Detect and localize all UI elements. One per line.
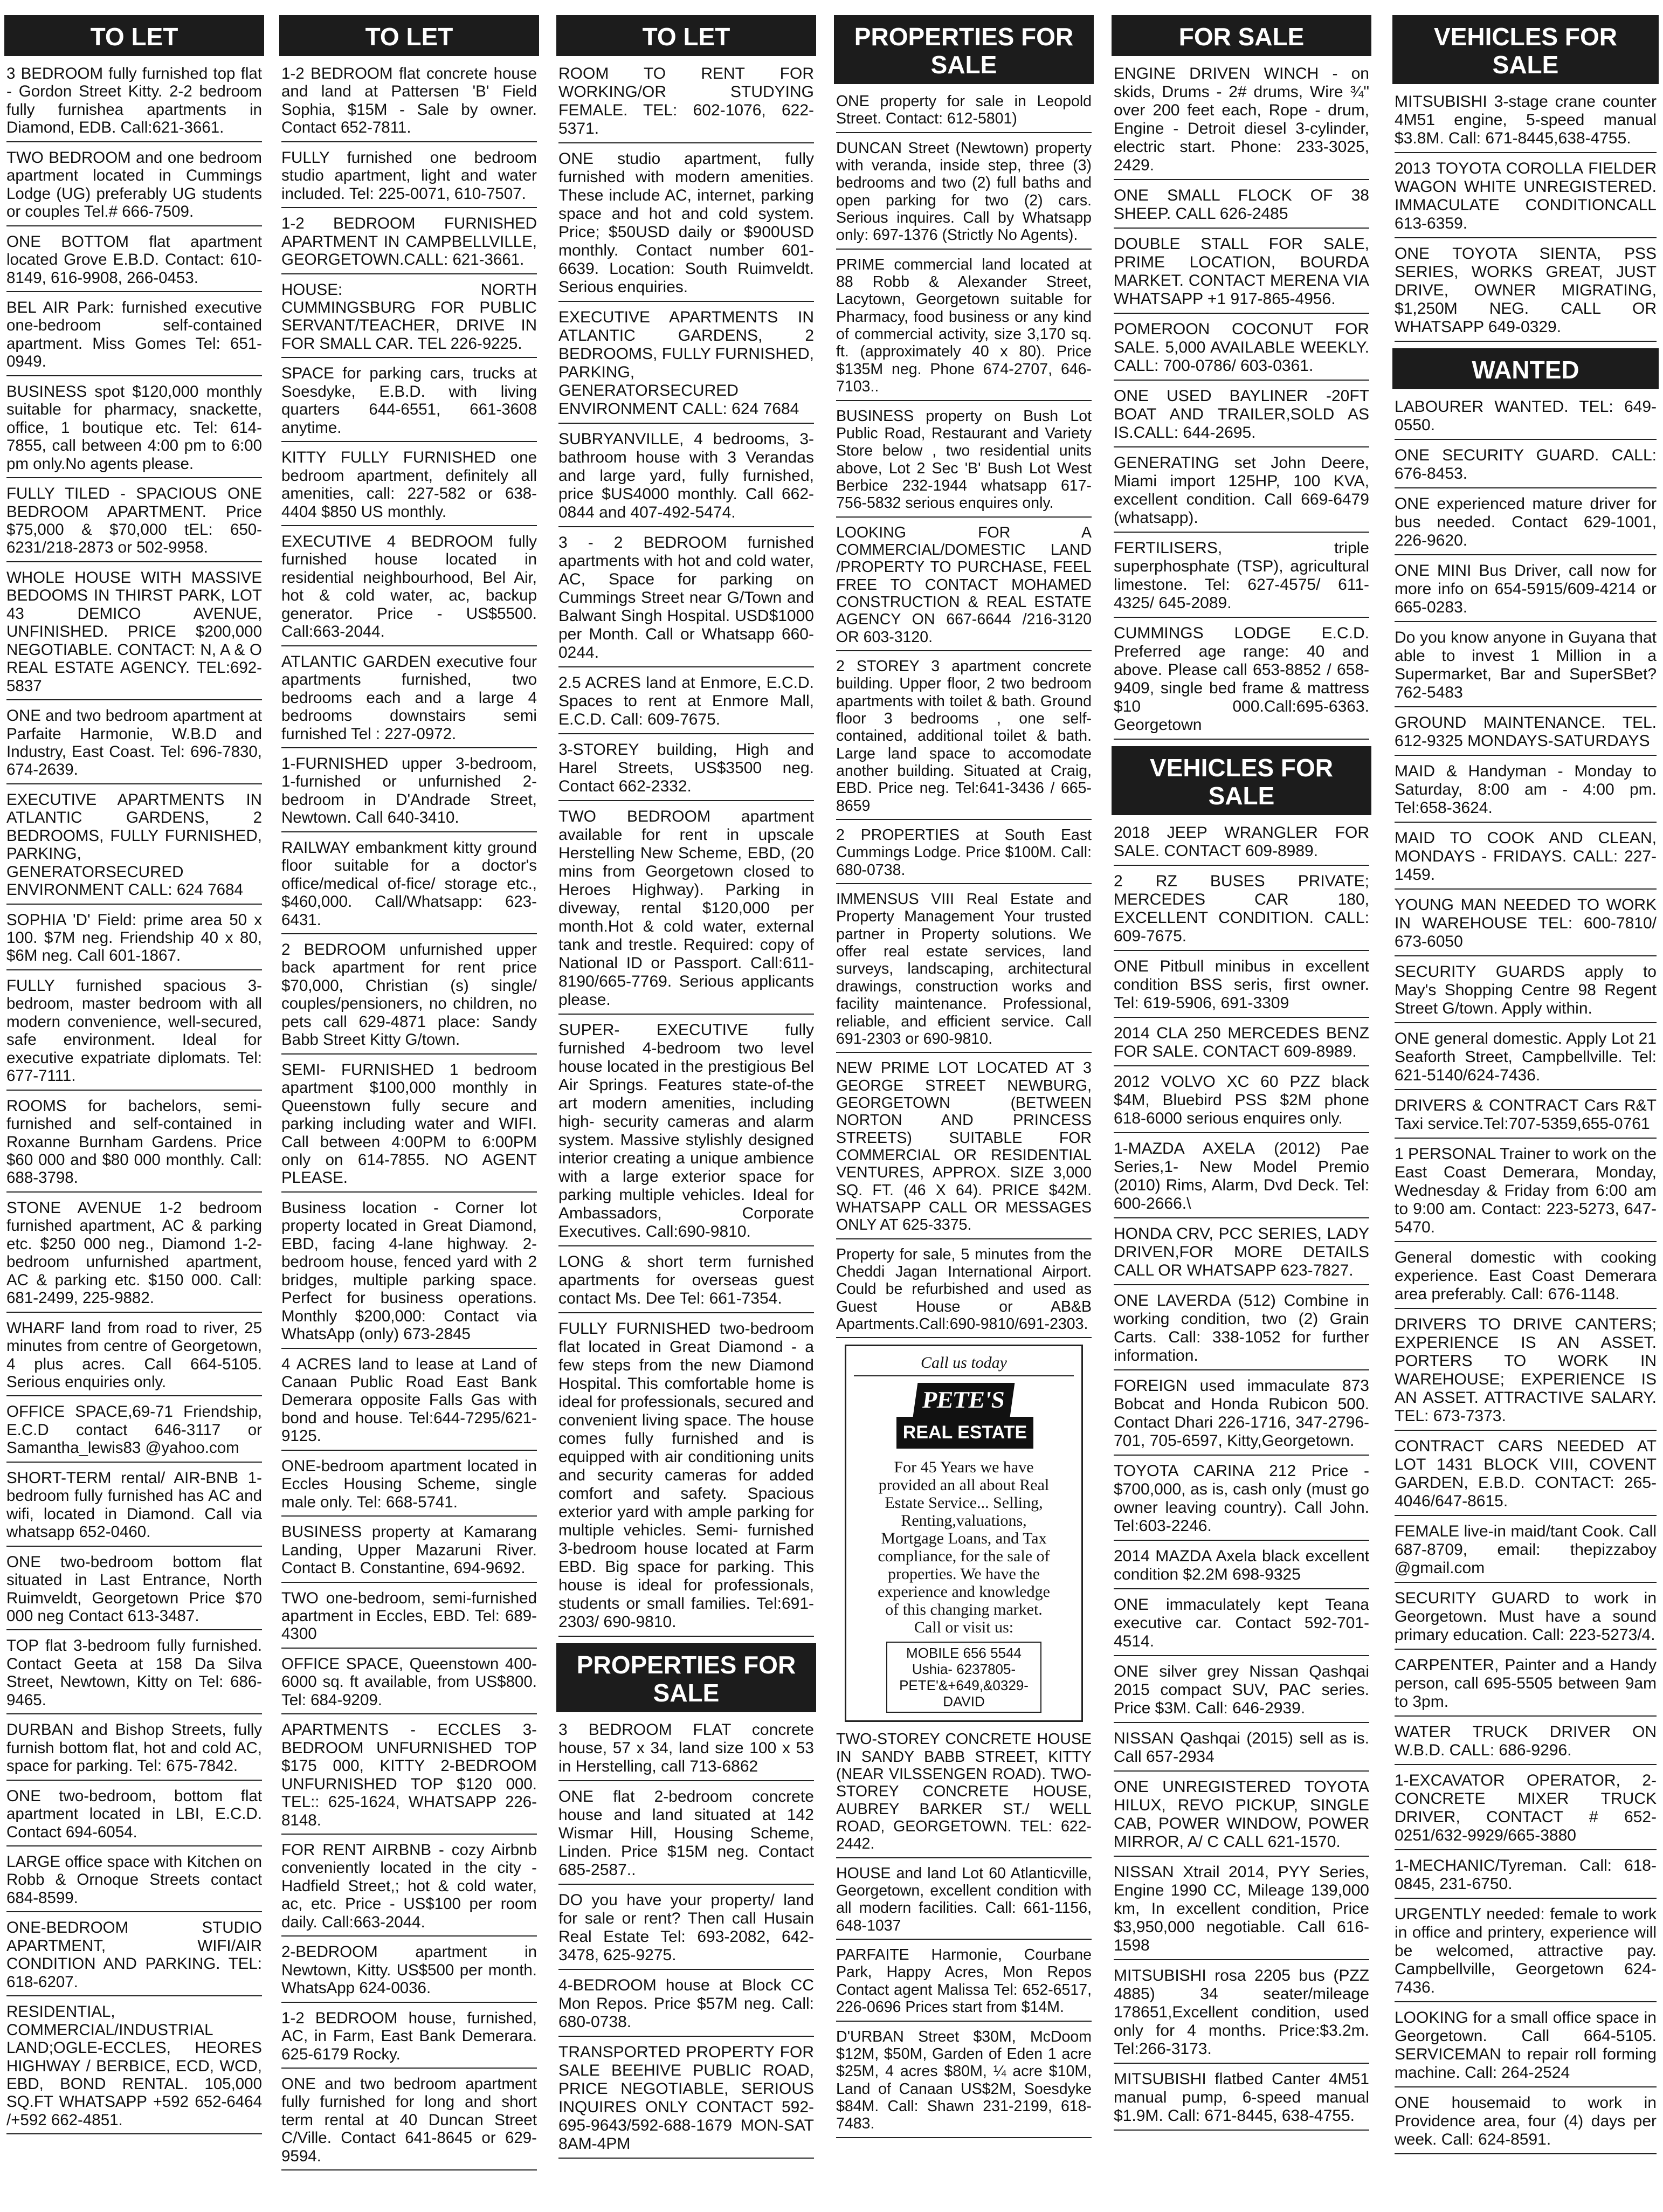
classified-ad: 3 - 2 BEDROOM furnished apartments with hot and cold water, AC, Space for parking on Cummings Street near G/Town and Balwant Singh Hospital. USD$1000 per Month. Call or Whatsapp 660-0244. <box>558 534 814 667</box>
classified-ad: DOUBLE STALL FOR SALE, PRIME LOCATION, BOURDA MARKET. CONTACT MERENA VIA WHATSAPP +1 917-865-4956. <box>1114 235 1369 314</box>
classified-ad: 1-2 BEDROOM flat concrete house and land at Pattersen 'B' Field Sophia, $15M - Sale by owner. Contact 652-7811. <box>281 65 537 142</box>
classified-ad: IMMENSUS VIII Real Estate and Property Management Your trusted partner in Property solutions. We offer real estate services, land surveys, landscaping, architectural drawings, construction works and facility maintenance. Professional, reliable, and efficient service. Call 691-2303 or 690-9810. <box>836 891 1092 1053</box>
classified-ad: LOOKING for a small office space in Georgetown. Call 664-5105. SERVICEMAN to repair roll forming machine. Call: 264-2524 <box>1395 2009 1657 2087</box>
classified-ad: BUSINESS property at Kamarang Landing, Upper Mazaruni River. Contact B. Constantine, 694-9692. <box>281 1523 537 1582</box>
classified-ad: 1-EXCAVATOR OPERATOR, 2- CONCRETE MIXER TRUCK DRIVER, CONTACT # 652-0251/632-9929/665-3880 <box>1395 1772 1657 1850</box>
classified-ad: MITSUBISHI 3-stage crane counter 4M51 engine, 5-speed manual $3.8M. Call: 671-8445,638-4755. <box>1395 93 1657 153</box>
classified-ad: RAILWAY embankment kitty ground floor suitable for a doctor's office/medical of-fice/ storage etc., $460,000. Call/Whatsapp: 623-6431. <box>281 839 537 934</box>
classified-ad: HOUSE: NORTH CUMMINGSBURG FOR PUBLIC SERVANT/TEACHER, DRIVE IN FOR SMALL CAR. TEL 226-9225. <box>281 281 537 359</box>
classified-ad: 2013 TOYOTA COROLLA FIELDER WAGON WHITE UNREGISTERED. IMMACULATE CONDITIONCALL 613-6359. <box>1395 160 1657 238</box>
section-header: TO LET <box>556 15 816 56</box>
classified-ad: BUSINESS property on Bush Lot Public Road, Restaurant and Variety Store below , two residential units above, Lot 2 Sec 'B' Bush Lot West Berbice 232-1944 whatsapp 617-756-5832 serious enquires only. <box>836 408 1092 518</box>
classified-ad: MITSUBISHI rosa 2205 bus (PZZ 4885) 34 seater/mileage 178651,Excellent condition, used only for 4 months. Price:$3.2m. Tel:266-3173. <box>1114 1967 1369 2064</box>
classified-ad: NEW PRIME LOT LOCATED AT 3 GEORGE STREET NEWBURG, GEORGETOWN (BETWEEN NORTON AND PRINCESS STREETS) SUITABLE FOR COMMERCIAL OR RESIDENTIAL VENTURES, APPROX. SIZE 3,000 SQ. FT. (46 X 64). PRICE $42M. WHATSAPP CALL OR MESSAGES ONLY AT 625-3375. <box>836 1059 1092 1239</box>
classified-ad: 2012 VOLVO XC 60 PZZ black $4M, Bluebird PSS $2M phone 618-6000 serious enquires only. <box>1114 1073 1369 1133</box>
classified-column <box>279 15 539 2204</box>
classified-ad: ONE two-bedroom bottom flat situated in Last Entrance, North Ruimveldt, Georgetown Price $70 000 neg Contact 613-3487. <box>6 1553 262 1631</box>
classified-ad: SPACE for parking cars, trucks at Soesdyke, E.B.D. with living quarters 644-6551, 661-3608 anytime. <box>281 364 537 442</box>
classified-ad: ROOM TO RENT FOR WORKING/OR STUDYING FEMALE. TEL: 602-1076, 622-5371. <box>558 65 814 143</box>
section-header: TO LET <box>4 15 264 56</box>
classified-ad: DRIVERS TO DRIVE CANTERS; EXPERIENCE IS AN ASSET. PORTERS TO WORK IN WAREHOUSE; EXPERIENCE IS AN ASSET. ATTRACTIVE SALARY. TEL: 673-7373. <box>1395 1315 1657 1431</box>
classified-column <box>834 15 1094 2204</box>
section-header: VEHICLES FOR SALE <box>1112 746 1371 815</box>
section-header: PROPERTIES FOR SALE <box>834 15 1094 84</box>
classified-ad: TWO BEDROOM apartment available for rent in upscale Herstelling New Scheme, EBD, (20 mins from Georgetown closed to Heroes Highway). Parking in diveway, rental $120,000 per month.Hot & cold water, external tank and trestle. Required: copy of National ID or Passport. Call:611-8190/665-7769. Serious applicants please. <box>558 808 814 1015</box>
classified-ad: LONG & short term furnished apartments for overseas guest contact Ms. Dee Tel: 661-7354. <box>558 1253 814 1313</box>
classified-ad: KITTY FULLY FURNISHED one bedroom apartment, definitely all amenities, call: 227-582 or 638-4404 $850 US monthly. <box>281 449 537 526</box>
classified-ad: TWO BEDROOM and one bedroom apartment located in Cummings Lodge (UG) preferably UG students or couples Tel.# 666-7509. <box>6 149 262 226</box>
classified-ad: FULLY FURNISHED two-bedroom flat located in Great Diamond - a few steps from the new Diamond Hospital. This comfortable home is ideal for professionals, secured and convenient living space. The house comes fully furnished and is equipped with air conditioning units and security cameras for added comfort and safety. Spacious exterior yard with ample parking for multiple vehicles. Semi- furnished 3-bedroom house located at Farm EBD. Big space for parking. This house is ideal for professionals, students or small families. Tel:691-2303/ 690-9810. <box>558 1320 814 1637</box>
classified-ad: ONE and two bedroom apartment fully furnished for long and short term rental at 40 Duncan Street C/Ville. Contact 641-8645 or 629-9594. <box>281 2075 537 2170</box>
classified-ad: ONE and two bedroom apartment at Parfaite Harmonie, W.B.D and Industry, East Coast. Tel: 696-7830, 674-2639. <box>6 707 262 784</box>
classified-ad: 1-MAZDA AXELA (2012) Pae Series,1- New Model Premio (2010) Rims, Alarm, Dvd Deck. Tel: 600-2666.\ <box>1114 1140 1369 1218</box>
classified-ad: ATLANTIC GARDEN executive four apartments furnished, two bedrooms each and a large 4 bedrooms downstairs semi furnished Tel : 227-0972. <box>281 653 537 748</box>
classified-ad: D'URBAN Street $30M, McDoom $12M, $50M, Garden of Eden 1 acre $25M, 4 acres $80M, ¼ acre $10M, Land of Canaan US$2M, Soesdyke $84M. Call: Shawn 231-2199, 618-7483. <box>836 2028 1092 2138</box>
classified-ad: ONE two-bedroom, bottom flat apartment located in LBI, E.C.D. Contact 694-6054. <box>6 1787 262 1846</box>
classified-ad: MAID & Handyman - Monday to Saturday, 8:00 am - 4:00 pm. Tel:658-3624. <box>1395 762 1657 823</box>
classified-ad: SECURITY GUARD to work in Georgetown. Must have a sound primary education. Call: 223-5273/4. <box>1395 1589 1657 1650</box>
classified-ad: WHOLE HOUSE WITH MASSIVE BEDOOMS IN THIRST PARK, LOT 43 DEMICO AVENUE, UNFINISHED. PRICE $200,000 NEGOTIABLE. CONTACT: N, A & O REAL ESTATE AGENCY. TEL:692-5837 <box>6 569 262 700</box>
classified-ad: 1-2 BEDROOM house, furnished, AC, in Farm, East Bank Demerara. 625-6179 Rocky. <box>281 2009 537 2069</box>
classified-ad: YOUNG MAN NEEDED TO WORK IN WAREHOUSE TEL: 600-7810/ 673-6050 <box>1395 896 1657 956</box>
classified-ad: EXECUTIVE APARTMENTS IN ATLANTIC GARDENS, 2 BEDROOMS, FULLY FURNISHED, PARKING, GENERATORSECURED ENVIRONMENT CALL: 624 7684 <box>558 308 814 424</box>
classified-ad: PARFAITE Harmonie, Courbane Park, Happy Acres, Mon Repos Contact agent Malissa Tel: 652-6517, 226-0696 Prices start from $14M. <box>836 1946 1092 2021</box>
classified-ad: URGENTLY needed: female to work in office and printery, experience will be welcomed, attractive pay. Campbellville, Georgetown 624-7436. <box>1395 1905 1657 2002</box>
section-header: FOR SALE <box>1112 15 1371 56</box>
classified-ad: 2 BEDROOM unfurnished upper back apartment for rent price $70,000, Christian (s) single/ couples/pensioners, no children, no pets call 629-4871 place: Sandy Babb Street Kitty G/town. <box>281 941 537 1055</box>
classified-ad: 4 ACRES land to lease at Land of Canaan Public Road East Bank Demerara opposite Falls Gas with bond and house. Tel:644-7295/621-9125. <box>281 1355 537 1451</box>
classified-column <box>556 15 816 2204</box>
classified-ad: ONE housemaid to work in Providence area, four (4) days per week. Call: 624-8591. <box>1395 2094 1657 2154</box>
classified-ad: STONE AVENUE 1-2 bedroom furnished apartment, AC & parking etc. $250 000 neg., Diamond 1-2-bedroom unfurnished apartment, AC & parking etc. $150 000. Call: 681-2499, 225-9882. <box>6 1199 262 1313</box>
classified-ad: WATER TRUCK DRIVER ON W.B.D. CALL: 686-9296. <box>1395 1723 1657 1765</box>
classified-ad: TRANSPORTED PROPERTY FOR SALE BEEHIVE PUBLIC ROAD, PRICE NEGOTIABLE, SERIOUS INQUIRES ONLY CONTACT 592-695-9643/592-688-1679 MON-SAT 8AM-4PM <box>558 2043 814 2159</box>
classified-ad: POMEROON COCONUT FOR SALE. 5,000 AVAILABLE WEEKLY. CALL: 700-0786/ 603-0361. <box>1114 320 1369 381</box>
classified-ad: WHARF land from road to river, 25 minutes from centre of Georgetown, 4 plus acres. Call 664-5105. Serious enquiries only. <box>6 1319 262 1397</box>
classified-ad: ONE SMALL FLOCK OF 38 SHEEP. CALL 626-2485 <box>1114 187 1369 229</box>
classified-ad: SOPHIA 'D' Field: prime area 50 x 100. $7M neg. Friendship 40 x 80, $6M neg. Call 601-1867. <box>6 911 262 970</box>
classified-ad: LOOKING FOR A COMMERCIAL/DOMESTIC LAND /PROPERTY TO PURCHASE, FEEL FREE TO CONTACT MOHAMED CONSTRUCTION & REAL ESTATE AGENCY ON 667-6644 /216-3120 OR 603-3120. <box>836 524 1092 651</box>
classified-ad: General domestic with cooking experience. East Coast Demerara area preferably. Call: 676-1148. <box>1395 1249 1657 1309</box>
classified-ad: ROOMS for bachelors, semi-furnished and self-contained in Roxanne Burnham Gardens. Price $60 000 and $80 000 monthly. Call: 688-3798. <box>6 1097 262 1193</box>
classified-ad: DO you have your property/ land for sale or rent? Then call Husain Real Estate Tel: 693-2082, 642-3478, 625-9275. <box>558 1891 814 1970</box>
classified-ad: ONE Pitbull minibus in excellent condition BSS seris, first owner. Tel: 619-5906, 691-3309 <box>1114 957 1369 1018</box>
classified-ad: 2 PROPERTIES at South East Cummings Lodge. Price $100M. Call: 680-0738. <box>836 826 1092 884</box>
call-us-today-label: Call us today <box>854 1354 1074 1376</box>
classified-column <box>4 15 264 2204</box>
classified-ad: 1-FURNISHED upper 3-bedroom, 1-furnished or unfurnished 2-bedroom in D'Andrade Street, Newtown. Call 640-3410. <box>281 755 537 832</box>
classified-ad: GENERATING set John Deere, Miami import 125HP, 100 KVA, excellent condition. Call 669-6479 (whatsapp). <box>1114 454 1369 533</box>
classified-ad: TOYOTA CARINA 212 Price - $700,000, as is, cash only (must go owner leaving country). Call John. Tel:603-2246. <box>1114 1462 1369 1541</box>
classified-ad: ONE silver grey Nissan Qashqai 2015 compact SUV, PAC series. Price $3M. Call: 646-2939. <box>1114 1663 1369 1723</box>
classified-ad: EXECUTIVE 4 BEDROOM fully furnished house located in residential neighbourhood, Bel Air, hot & cold water, ac, backup generator. Price - US$5500. Call:663-2044. <box>281 533 537 646</box>
section-header: VEHICLES FOR SALE <box>1392 15 1659 84</box>
classified-ad: ONE LAVERDA (512) Combine in working condition, two (2) Grain Carts. Call: 338-1052 for further information. <box>1114 1292 1369 1370</box>
classified-ad: ONE MINI Bus Driver, call now for more info on 654-5915/609-4214 or 665-0283. <box>1395 562 1657 622</box>
classified-column <box>1112 15 1371 2204</box>
classified-ad: NISSAN Xtrail 2014, PYY Series, Engine 1990 CC, Mileage 139,000 km, In excellent condition, Price $3,950,000 negotiable. Call 616-1598 <box>1114 1863 1369 1960</box>
classified-ad: BEL AIR Park: furnished executive one-bedroom self-contained apartment. Miss Gomes Tel: 651-0949. <box>6 299 262 376</box>
logo-ad-contact: MOBILE 656 5544 Ushia- 6237805- PETE'&+649,&0329-DAVID <box>886 1642 1041 1713</box>
classified-ad: CUMMINGS LODGE E.C.D. Preferred age range: 40 and above. Please call 653-8852 / 658-9409, single bed frame & mattress $10 000.Call:695-6363. Georgetown <box>1114 624 1369 740</box>
section-header: TO LET <box>279 15 539 56</box>
classified-ad: ONE SECURITY GUARD. CALL: 676-8453. <box>1395 446 1657 488</box>
classified-ad: HOUSE and land Lot 60 Atlanticville, Georgetown, excellent condition with all modern facilities. Call: 661-1156, 648-1037 <box>836 1865 1092 1940</box>
classified-ad: BUSINESS spot $120,000 monthly suitable for pharmacy, snackette, office, 1 boutique etc. Tel: 614-7855, call between 4:00 pm to 6:00 pm only.No agents please. <box>6 383 262 478</box>
classified-ad: Do you know anyone in Guyana that able to invest 1 Million in a Supermarket, Bar and SuperSBet? 762-5483 <box>1395 629 1657 707</box>
classified-ad: LABOURER WANTED. TEL: 649-0550. <box>1395 398 1657 440</box>
classified-ad: EXECUTIVE APARTMENTS IN ATLANTIC GARDENS, 2 BEDROOMS, FULLY FURNISHED, PARKING, GENERATORSECURED ENVIRONMENT CALL: 624 7684 <box>6 791 262 905</box>
classified-ad: MITSUBISHI flatbed Canter 4M51 manual pump, 6-speed manual $1.9M. Call: 671-8445, 638-4755. <box>1114 2070 1369 2131</box>
classified-ad: LARGE office space with Kitchen on Robb & Ornoque Streets contact 684-8599. <box>6 1853 262 1912</box>
classified-ad: 2014 CLA 250 MERCEDES BENZ FOR SALE. CONTACT 609-8989. <box>1114 1024 1369 1066</box>
classified-ad: 2018 JEEP WRANGLER FOR SALE. CONTACT 609-8989. <box>1114 824 1369 866</box>
classified-ad: DUNCAN Street (Newtown) property with veranda, inside step, three (3) bedrooms and two (2) full baths and open parking for two (2) cars. Serious inquires. Call by Whatsapp only: 697-1376 (Strictly No Agents). <box>836 140 1092 250</box>
classified-ad: FEMALE live-in maid/tant Cook. Call 687-8709, email: thepizzaboy @gmail.com <box>1395 1522 1657 1583</box>
classified-column <box>1392 15 1659 2204</box>
classified-ad: CONTRACT CARS NEEDED AT LOT 1431 BLOCK VIII, COVENT GARDEN, E.B.D. CONTACT: 265-4046/647-8615. <box>1395 1437 1657 1516</box>
classified-ad: 3 BEDROOM FLAT concrete house, 57 x 34, land size 100 x 53 in Herstelling, call 713-6862 <box>558 1721 814 1781</box>
classified-ad: 2.5 ACRES land at Enmore, E.C.D. Spaces to rent at Enmore Mall, E.C.D. Call: 609-7675. <box>558 674 814 734</box>
classified-ad: TOP flat 3-bedroom fully furnished. Contact Geeta at 158 Da Silva Street, Newtown, Kitty on Tel: 686-9465. <box>6 1637 262 1714</box>
classified-ad: HONDA CRV, PCC SERIES, LADY DRIVEN,FOR MORE DETAILS CALL OR WHATSAPP 623-7827. <box>1114 1225 1369 1285</box>
classified-ad: SECURITY GUARDS apply to May's Shopping Centre 98 Regent Street G/town. Apply within. <box>1395 963 1657 1023</box>
classified-ad: ONE experienced mature driver for bus needed. Contact 629-1001, 226-9620. <box>1395 495 1657 555</box>
classified-ad: FULLY furnished one bedroom studio apartment, light and water included. Tel: 225-0071, 610-7507. <box>281 149 537 208</box>
classified-ad: ONE TOYOTA SIENTA, PSS SERIES, WORKS GREAT, JUST DRIVE, OWNER MIGRATING, $1,250M NEG. CALL OR WHATSAPP 649-0329. <box>1395 245 1657 342</box>
classified-ad: FULLY furnished spacious 3-bedroom, master bedroom with all modern convenience, well-secured, safe environment. Ideal for executive expatriate diplomats. Tel: 677-7111. <box>6 977 262 1091</box>
classified-ad: CARPENTER, Painter and a Handy person, call 695-5505 between 9am to 3pm. <box>1395 1656 1657 1717</box>
logo-brand-subtitle: REAL ESTATE <box>896 1417 1033 1449</box>
classified-ad: 2014 MAZDA Axela black excellent condition $2.2M 698-9325 <box>1114 1547 1369 1589</box>
classified-ad: ONE studio apartment, fully furnished with modern amenities. These include AC, internet, parking space and hot and cold system. Price; $50USD daily or $900USD monthly. Contact number 601-6639. Location: South Ruimveldt. Serious enquiries. <box>558 150 814 302</box>
classified-ad: ONE UNREGISTERED TOYOTA HILUX, REVO PICKUP, SINGLE CAB, POWER WINDOW, POWER MIRROR, A/ C CALL 621-1570. <box>1114 1778 1369 1857</box>
classified-ad: SEMI- FURNISHED 1 bedroom apartment $100,000 monthly in Queenstown fully secure and parking including water and WIFI. Call between 4:00PM to 6:00PM only on 614-7855. NO AGENT PLEASE. <box>281 1061 537 1193</box>
classified-ad: 2-BEDROOM apartment in Newtown, Kitty. US$500 per month. WhatsApp 624-0036. <box>281 1943 537 2002</box>
classified-ad: FOREIGN used immaculate 873 Bobcat and Honda Rubicon 500. Contact Dhari 226-1716, 347-2796-701, 705-6597, Kitty,Georgetown. <box>1114 1377 1369 1456</box>
classified-ad: 1-MECHANIC/Tyreman. Call: 618-0845, 231-6750. <box>1395 1857 1657 1899</box>
classified-ad: FOR RENT AIRBNB - cozy Airbnb conveniently located in the city - Hadfield Street,; hot & cold water, ac, etc. Price - US$100 per room daily. Call:663-2044. <box>281 1841 537 1937</box>
classified-ad: 1-2 BEDROOM FURNISHED APARTMENT IN CAMPBELLVILLE, GEORGETOWN.CALL: 621-3661. <box>281 215 537 274</box>
classified-ad: Business location - Corner lot property located in Great Diamond, EBD, facing 4-lane highway. 2-bedroom house, fenced yard with 2 bridges, multiple parking space. Perfect for business operations. Monthly $200,000: Contact via WhatsApp (only) 673-2845 <box>281 1199 537 1349</box>
classified-ad: SHORT-TERM rental/ AIR-BNB 1-bedroom fully furnished has AC and wifi, located in Diamond. Call via whatsapp 652-0460. <box>6 1469 262 1547</box>
classified-ad: FERTILISERS, triple superphosphate (TSP), agricultural limestone. Tel: 627-4575/ 611-4325/ 645-2089. <box>1114 539 1369 618</box>
petes-real-estate-ad <box>845 1345 1083 1722</box>
classified-ad: PRIME commercial land located at 88 Robb & Alexander Street, Lacytown, Georgetown suitable for Pharmacy, food business or any kind of commercial activity, size 3,170 sq. ft. (approximately 40 x 80). Price $135M neg. Phone 674-2707, 646-7103.. <box>836 256 1092 401</box>
classified-ad: SUPER- EXECUTIVE fully furnished 4-bedroom two level house located in the prestigious Bel Air Springs. Features state-of-the art modern amenities, including high- security cameras and alarm system. Massive stylishly designed interior creating a unique ambience with a large exterior space for parking multiple vehicles. Ideal for Ambassadors, Corporate Executives. Call:690-9810. <box>558 1021 814 1246</box>
classified-ad: 2 RZ BUSES PRIVATE; MERCEDES CAR 180, EXCELLENT CONDITION. CALL: 609-7675. <box>1114 872 1369 951</box>
classified-ad: 3 BEDROOM fully furnished top flat - Gordon Street Kitty. 2-2 bedroom fully furnishea apartments in Diamond, EDB. Call:621-3661. <box>6 65 262 142</box>
classified-ad: ONE BOTTOM flat apartment located Grove E.B.D. Contact: 610-8149, 616-9908, 266-0453. <box>6 233 262 292</box>
classified-ad: 2 STOREY 3 apartment concrete building. Upper floor, 2 two bedroom apartments with toilet & bath. Ground floor 3 bedrooms , one self-contained, additional toilet & bath. Large land space to accomodate another building. Situated at Craig, EBD. Price neg. Tel:641-3436 / 665-8659 <box>836 658 1092 820</box>
classified-ad: ONE general domestic. Apply Lot 21 Seaforth Street, Campbellville. Tel: 621-5140/624-7436. <box>1395 1030 1657 1090</box>
classified-ad: ONE USED BAYLINER -20FT BOAT AND TRAILER,SOLD AS IS.CALL: 644-2695. <box>1114 387 1369 447</box>
classified-ad: SUBRYANVILLE, 4 bedrooms, 3-bathroom house with 3 Verandas and large yard, fully furnished, price $US4000 monthly. Call 662-0844 and 407-492-5474. <box>558 430 814 527</box>
classified-ad: 3-STOREY building, High and Harel Streets, US$3500 neg. Contact 662-2332. <box>558 741 814 801</box>
classified-ad: GROUND MAINTENANCE. TEL. 612-9325 MONDAYS-SATURDAYS <box>1395 714 1657 756</box>
classified-ad: 1 PERSONAL Trainer to work on the East Coast Demerara, Monday, Wednesday & Friday from 6:00 am to 9:00 am. Contact: 223-5273, 647-5470. <box>1395 1145 1657 1242</box>
classified-ad: 4-BEDROOM house at Block CC Mon Repos. Price $57M neg. Call: 680-0738. <box>558 1976 814 2037</box>
classified-ad: OFFICE SPACE, Queenstown 400-6000 sq. ft available, from US$800. Tel: 684-9209. <box>281 1655 537 1714</box>
section-header: WANTED <box>1392 348 1659 389</box>
classified-ad: ENGINE DRIVEN WINCH - on skids, Drums - 2# drums, Wire ¾" over 200 feet each, Rope - drum, Engine - Detroit diesel 3-cylinder, electric start. Phone: 233-3025, 2429. <box>1114 65 1369 180</box>
classified-ad: TWO one-bedroom, semi-furnished apartment in Eccles, EBD. Tel: 689-4300 <box>281 1589 537 1649</box>
classified-ad: APARTMENTS - ECCLES 3-BEDROOM UNFURNISHED TOP $175 000, KITTY 2-BEDROOM UNFURNISHED TOP $120 000. TEL:: 625-1624, WHATSAPP 226-8148. <box>281 1721 537 1835</box>
classified-ad: ONE property for sale in Leopold Street. Contact: 612-5801) <box>836 93 1092 133</box>
classified-ad: OFFICE SPACE,69-71 Friendship, E.C.D contact 646-3117 or Samantha_lewis83 @yahoo.com <box>6 1403 262 1462</box>
classified-ad: TWO-STOREY CONCRETE HOUSE IN SANDY BABB STREET, KITTY (NEAR VILSSENGEN ROAD). TWO-STOREY CONCRETE HOUSE, AUBREY BARKER ST./ WELL ROAD, GEORGETOWN. TEL: 622-2442. <box>836 1731 1092 1858</box>
classified-ad: DURBAN and Bishop Streets, fully furnish bottom flat, hot and cold AC, space for parking. Tel: 675-7842. <box>6 1721 262 1780</box>
classified-ad: RESIDENTIAL, COMMERCIAL/INDUSTRIAL LAND;OGLE-ECCLES, HEORES HIGHWAY / BERBICE, ECD, WCD, EBD, BOND RENTAL. 105,000 SQ.FT WHATSAPP +592 652-6464 /+592 662-4851. <box>6 2003 262 2134</box>
logo-ad-body: For 45 Years we have provided an all about Real Estate Service... Selling, Renting,valuations, Mortgage Loans, and Tax compliance, for the sale of properties. We have the experience and knowledge of this changing market. Call or visit us: <box>878 1458 1050 1637</box>
classified-ad: ONE-bedroom apartment located in Eccles Housing Scheme, single male only. Tel: 668-5741. <box>281 1457 537 1517</box>
classified-ad: ONE-BEDROOM STUDIO APARTMENT, WIFI/AIR CONDITION AND PARKING. TEL: 618-6207. <box>6 1919 262 1996</box>
classified-ad: FULLY TILED - SPACIOUS ONE BEDROOM APARTMENT. Price $75,000 & $70,000 tEL: 650-6231/218-2873 or 502-9958. <box>6 485 262 562</box>
classified-ad: DRIVERS & CONTRACT Cars R&T Taxi service.Tel:707-5359,655-0761 <box>1395 1097 1657 1139</box>
classified-ad: ONE immaculately kept Teana executive car. Contact 592-701-4514. <box>1114 1596 1369 1656</box>
classified-ad: ONE flat 2-bedroom concrete house and land situated at 142 Wismar Hill, Housing Scheme, Linden. Price $15M neg. Contact 685-2587.. <box>558 1788 814 1885</box>
classified-ad: MAID TO COOK AND CLEAN, MONDAYS - FRIDAYS. CALL: 227-1459. <box>1395 829 1657 890</box>
section-header: PROPERTIES FOR SALE <box>556 1643 816 1712</box>
petes-logo <box>854 1383 1074 1449</box>
classified-ad: NISSAN Qashqai (2015) sell as is. Call 657-2934 <box>1114 1729 1369 1772</box>
classified-ad: Property for sale, 5 minutes from the Cheddi Jagan International Airport. Could be refurbished and used as Guest House or AB&B Apartments.Call:690-9810/691-2303. <box>836 1246 1092 1339</box>
logo-brand: PETE'S <box>913 1383 1015 1417</box>
